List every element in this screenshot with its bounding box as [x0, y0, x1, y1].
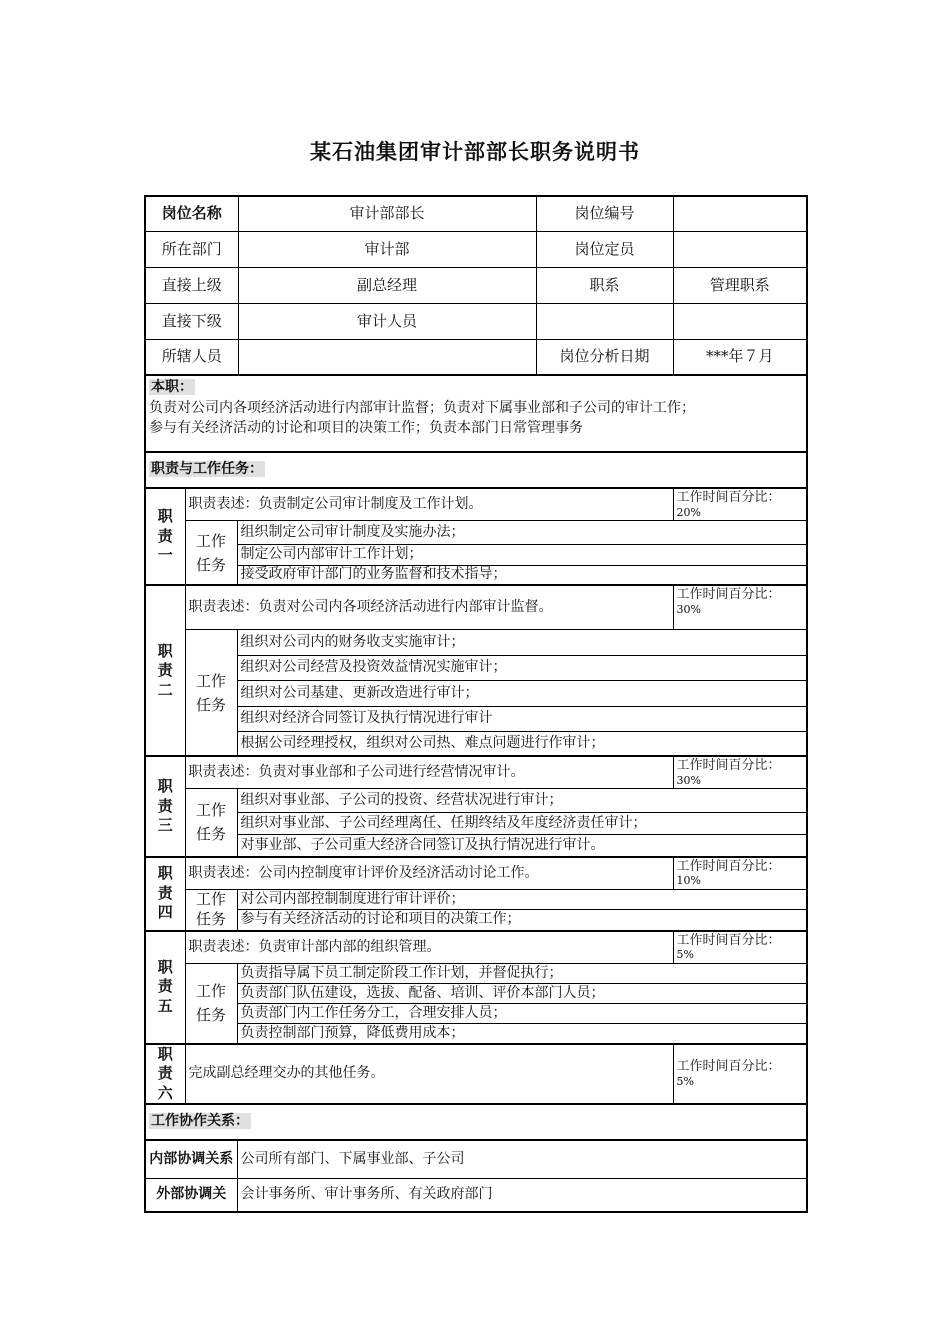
analysis-date-label: 岗位分析日期	[536, 339, 673, 375]
task-item: 组织对事业部、子公司经理离任、任期终结及年度经济责任审计；	[237, 813, 807, 835]
position-name-label: 岗位名称	[145, 196, 238, 231]
duty-statement: 职责表述：公司内控制度审计评价及经济活动讨论工作。	[185, 857, 673, 890]
external-relations-value: 会计事务所、审计事务所、有关政府部门	[237, 1178, 807, 1212]
staff-label: 所辖人员	[145, 339, 238, 375]
superior-label: 直接上级	[145, 267, 238, 303]
task-label: 工作 任务	[185, 520, 237, 585]
task-item: 组织对公司基建、更新改造进行审计；	[237, 680, 807, 706]
duty-percentage: 工作时间百分比： 20%	[673, 488, 807, 520]
headcount-label: 岗位定员	[536, 231, 673, 267]
subordinate-label: 直接下级	[145, 303, 238, 339]
core-duty-heading: 本职：	[151, 379, 193, 395]
duty-label: 职 责 五	[145, 931, 185, 1044]
task-label: 工作 任务	[185, 789, 237, 857]
duty-percentage: 工作时间百分比： 10%	[673, 857, 807, 890]
core-duty-line: 负责对公司内各项经济活动进行内部审计监督；负责对下属事业部和子公司的审计工作；	[149, 399, 695, 416]
position-code-value	[673, 196, 807, 231]
series-value: 管理职系	[673, 267, 807, 303]
task-item: 组织对公司经营及投资效益情况实施审计；	[237, 655, 807, 680]
empty-cell	[536, 303, 673, 339]
internal-relations-label: 内部协调关系	[145, 1140, 237, 1178]
superior-value: 副总经理	[238, 267, 536, 303]
core-duty-line: 参与有关经济活动的讨论和项目的决策工作；负责本部门日常管理事务	[149, 420, 583, 436]
duty-percentage: 工作时间百分比： 30%	[673, 585, 807, 629]
task-label: 工作 任务	[185, 629, 237, 756]
department-value: 审计部	[238, 231, 536, 267]
staff-value	[238, 339, 536, 375]
task-item: 对公司内部控制制度进行审计评价；	[237, 890, 807, 910]
page-title: 某石油集团审计部部长职务说明书	[310, 140, 640, 164]
task-item: 制定公司内部审计工作计划；	[237, 544, 807, 565]
analysis-date-value: ***年７月	[673, 339, 807, 375]
duty-percentage: 工作时间百分比： 5%	[673, 931, 807, 964]
task-label: 工作 任务	[185, 964, 237, 1044]
core-duty-cell	[145, 375, 807, 452]
basic-info-table	[144, 195, 808, 376]
duties-section-heading: 职责与工作任务：	[145, 452, 807, 488]
duty-label: 职 责 六	[145, 1044, 185, 1105]
task-item: 负责控制部门预算，降低费用成本；	[237, 1024, 807, 1044]
position-code-label: 岗位编号	[536, 196, 673, 231]
task-label: 工作 任务	[185, 890, 237, 931]
task-item: 组织对公司内的财务收支实施审计；	[237, 629, 807, 655]
task-item: 组织对经济合同签订及执行情况进行审计	[237, 706, 807, 731]
empty-cell	[673, 303, 807, 339]
task-item: 根据公司经理授权，组织对公司热、难点问题进行作审计；	[237, 731, 807, 756]
headcount-value	[673, 231, 807, 267]
duty-statement: 职责表述：负责审计部内部的组织管理。	[185, 931, 673, 964]
task-item: 组织制定公司审计制度及实施办法；	[237, 520, 807, 544]
duty-label: 职 责 二	[145, 585, 185, 756]
duty-statement: 职责表述：负责对事业部和子公司进行经营情况审计。	[185, 756, 673, 788]
relations-heading: 工作协作关系：	[145, 1104, 807, 1140]
external-relations-label: 外部协调关	[145, 1178, 237, 1212]
duties-table	[144, 374, 808, 1213]
duty-percentage: 工作时间百分比： 5%	[673, 1044, 807, 1105]
task-item: 负责指导属下员工制定阶段工作计划，并督促执行；	[237, 964, 807, 984]
position-name-value: 审计部部长	[238, 196, 536, 231]
task-item: 组织对事业部、子公司的投资、经营状况进行审计；	[237, 789, 807, 813]
department-label: 所在部门	[145, 231, 238, 267]
duty-label: 职 责 四	[145, 857, 185, 931]
duty-statement: 职责表述：负责对公司内各项经济活动进行内部审计监督。	[185, 585, 673, 629]
duty-statement: 职责表述：负责制定公司审计制度及工作计划。	[185, 488, 673, 520]
internal-relations-value: 公司所有部门、下属事业部、子公司	[237, 1140, 807, 1178]
duty-statement: 完成副总经理交办的其他任务。	[185, 1044, 673, 1105]
task-item: 接受政府审计部门的业务监督和技术指导；	[237, 565, 807, 585]
task-item: 对事业部、子公司重大经济合同签订及执行情况进行审计。	[237, 835, 807, 857]
series-label: 职系	[536, 267, 673, 303]
task-item: 参与有关经济活动的讨论和项目的决策工作；	[237, 910, 807, 931]
duty-label: 职 责 一	[145, 488, 185, 585]
duty-label: 职 责 三	[145, 756, 185, 856]
task-item: 负责部门内工作任务分工，合理安排人员；	[237, 1004, 807, 1024]
duty-percentage: 工作时间百分比： 30%	[673, 756, 807, 788]
task-item: 负责部门队伍建设，选拔、配备、培训、评价本部门人员；	[237, 984, 807, 1004]
subordinate-value: 审计人员	[238, 303, 536, 339]
